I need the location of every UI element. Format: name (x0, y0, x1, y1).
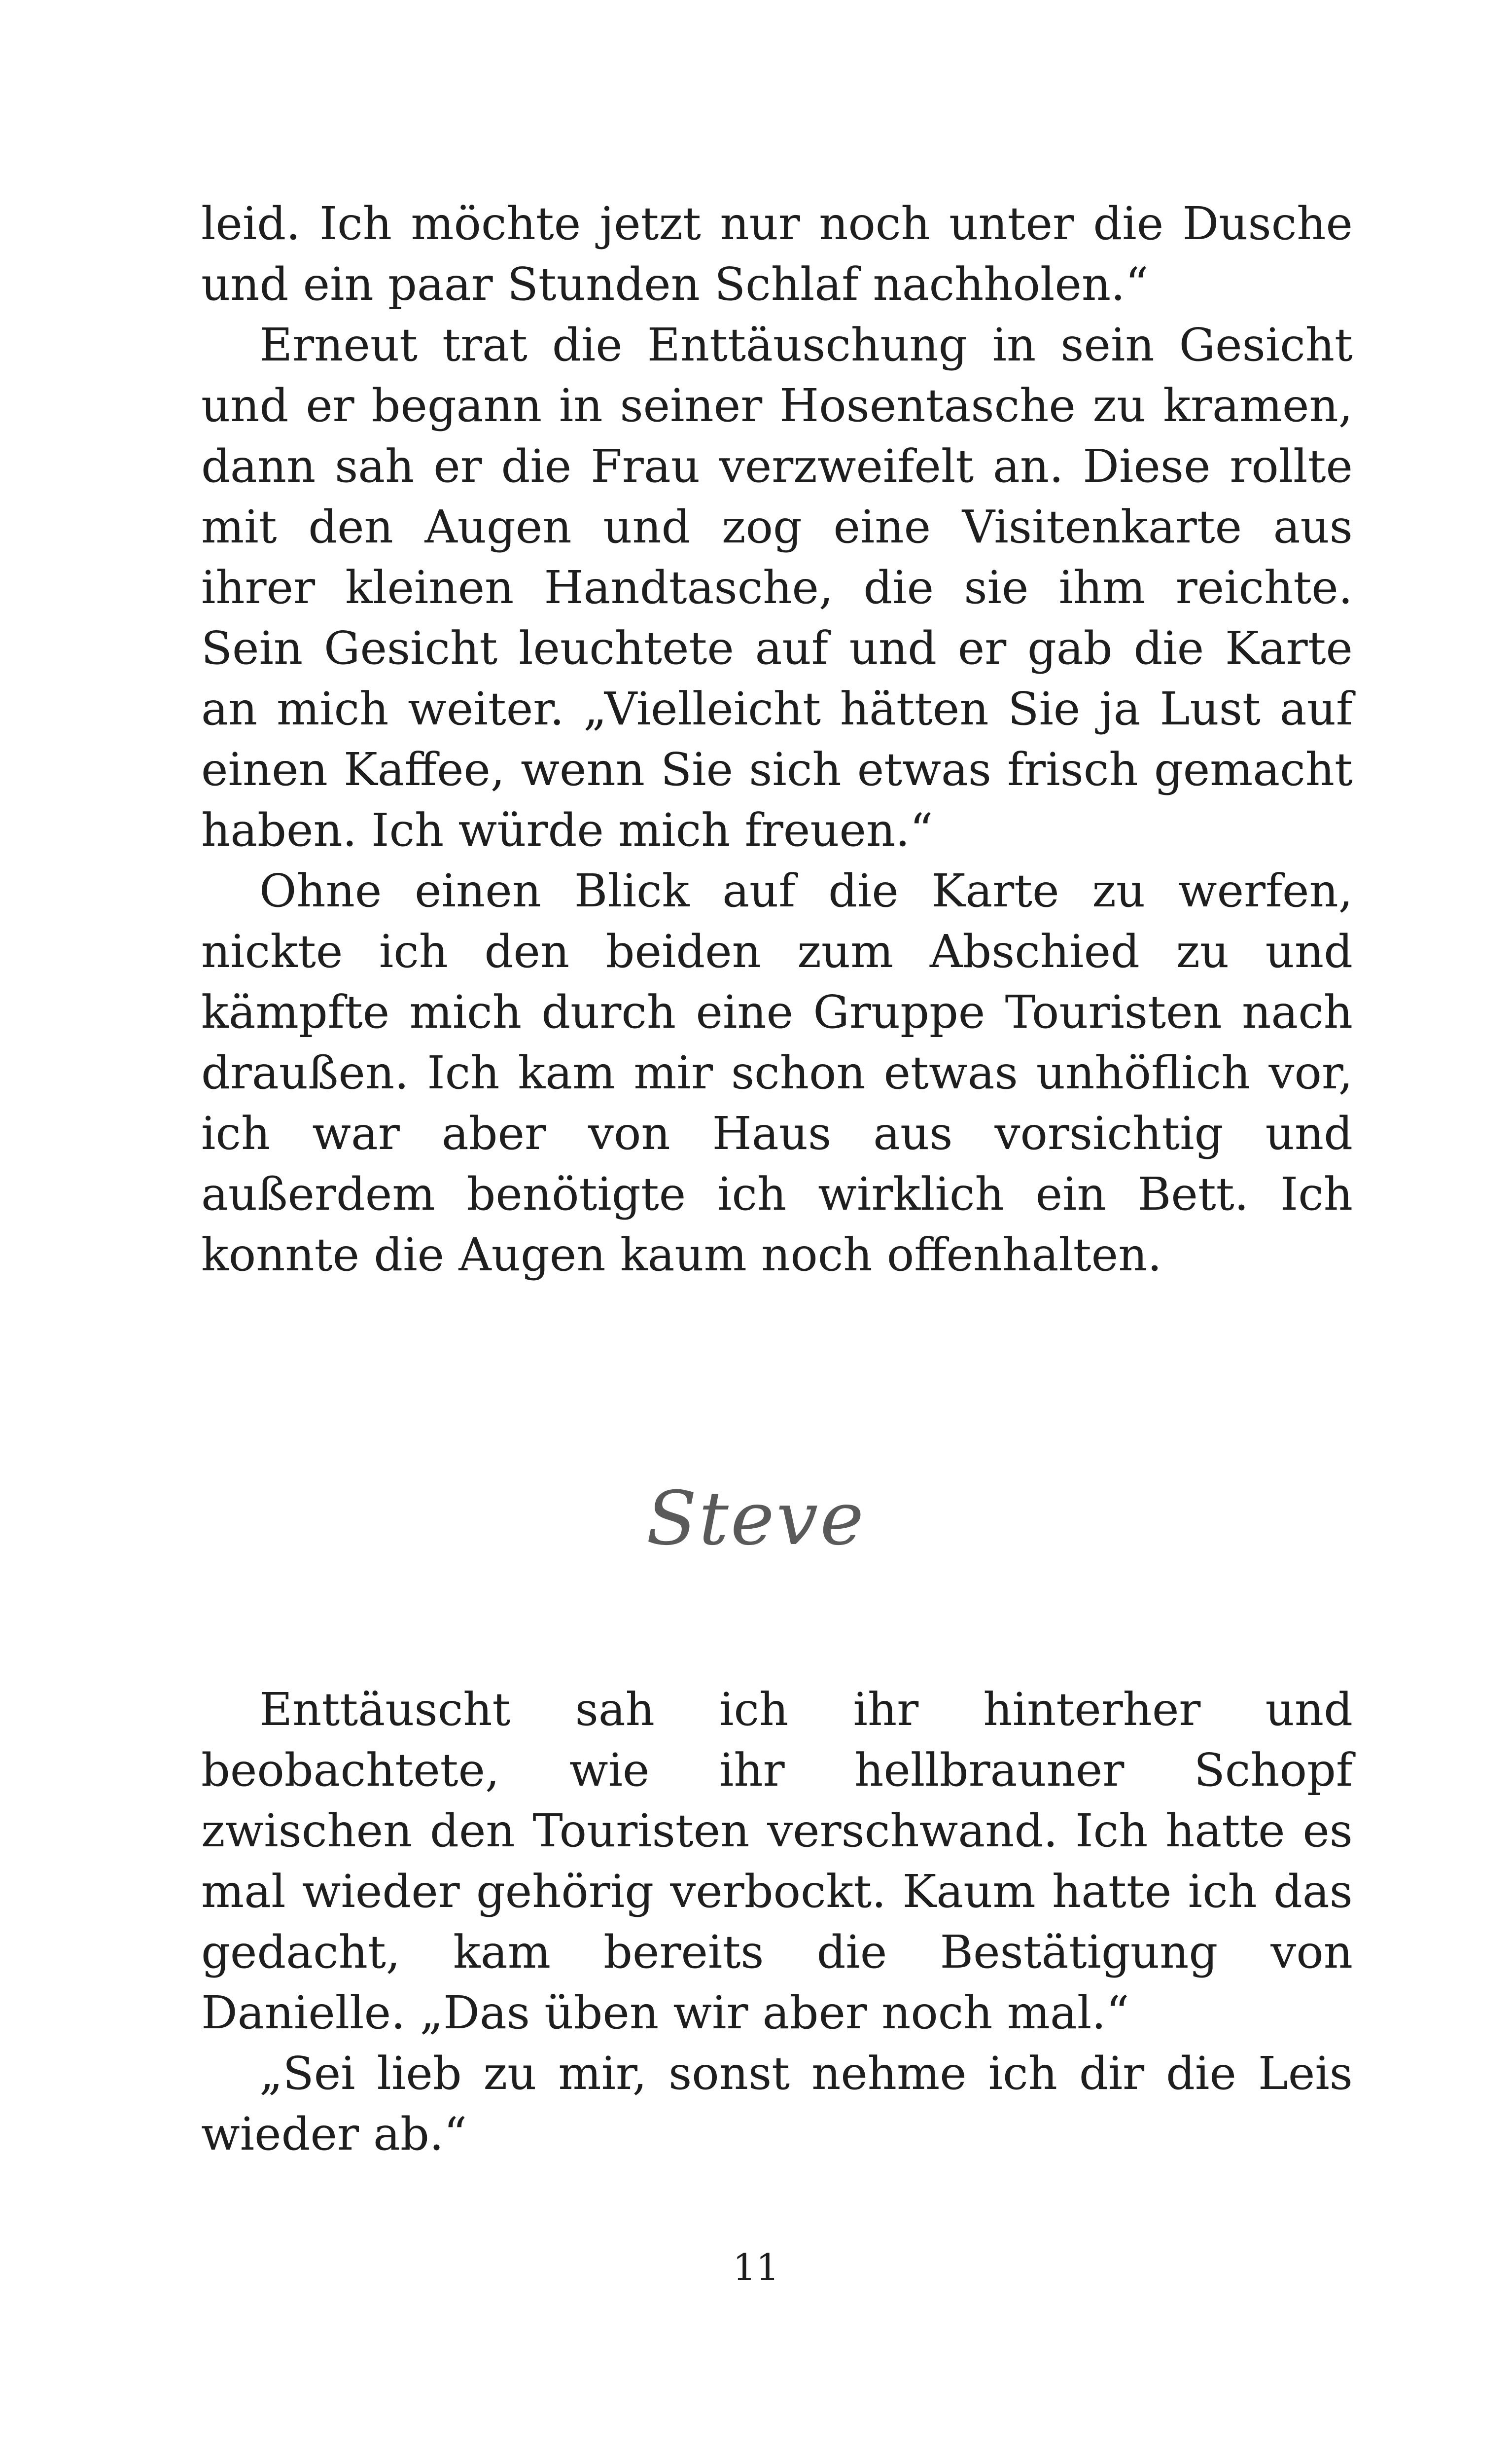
body-text-section-1 (201, 193, 1353, 1285)
paragraph: Erneut trat die Enttäuschung in sein Gesicht und er begann in seiner Hosentasche zu kramen, dann sah er die Frau verzweifelt an. Diese rollte mit den Augen und zog eine Visitenkarte aus ihrer kleinen Handtasche, die sie ihm reichte. Sein Gesicht leuchtete auf und er gab die Karte an mich weiter. „Vielleicht hätten Sie ja Lust auf einen Kaffee, wenn Sie sich etwas frisch gemacht haben. Ich würde mich freuen.“ (201, 319, 1353, 857)
paragraph: Enttäuscht sah ich ihr hinterher und beobachtete, wie ihr hellbrauner Schopf zwischen den Touristen verschwand. Ich hatte es mal wieder gehörig verbockt. Kaum hatte ich das gedacht, kam bereits die Bestätigung von Danielle. „Das üben wir aber noch mal.“ (201, 1683, 1353, 2039)
paragraph: leid. Ich möchte jetzt nur noch unter die Dusche und ein paar Stunden Schlaf nachholen.“ (201, 197, 1353, 311)
paragraph: Ohne einen Blick auf die Karte zu werfen, nickte ich den beiden zum Abschied zu und kämpfte mich durch eine Gruppe Touristen nach draußen. Ich kam mir schon etwas unhöflich vor, ich war aber von Haus aus vorsichtig und außerdem benötigte ich wirklich ein Bett. Ich konnte die Augen kaum noch offenhalten. (201, 864, 1353, 1281)
body-text-section-2 (201, 1679, 1353, 2164)
page-number: 11 (733, 2246, 779, 2289)
chapter-heading: Steve (646, 1476, 866, 1562)
paragraph: „Sei lieb zu mir, sonst nehme ich dir die Leis wieder ab.“ (201, 2047, 1353, 2160)
